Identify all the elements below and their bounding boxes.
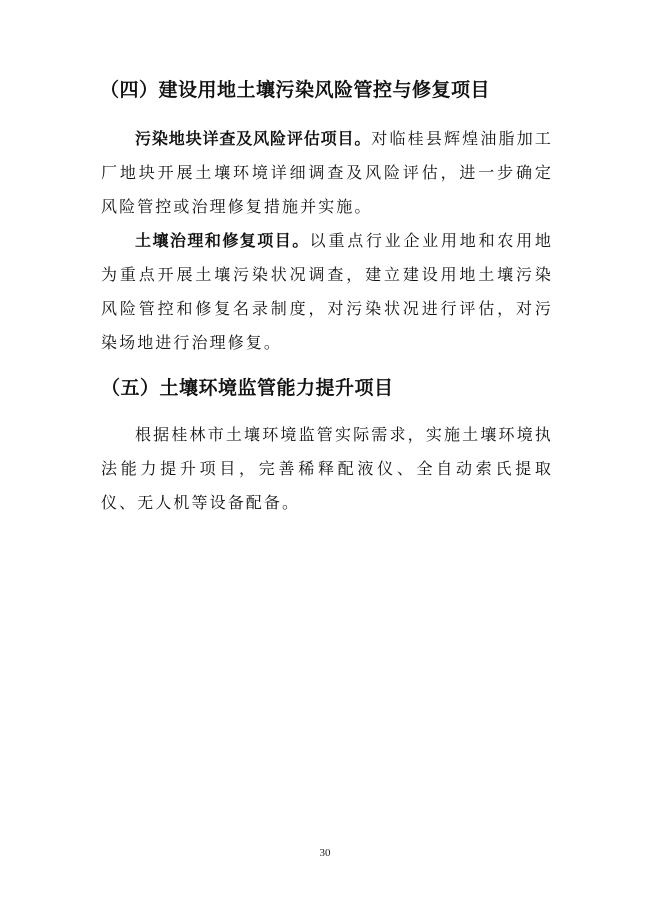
paragraph-soil-survey	[101, 122, 553, 224]
page-number: 30	[319, 847, 331, 859]
paragraph-monitoring-capacity: 根据桂林市土壤环境监管实际需求，实施土壤环境执法能力提升项目，完善稀释配液仪、全自动索氏提取仪、无人机等设备配备。	[101, 425, 553, 512]
paragraph-text-soil-remediation: 以重点行业企业用地和农用地为重点开展土壤污染状况调查，建立建设用地土壤污染风险管控和修复名录制度，对污染状况进行评估，对污染场地进行治理修复。	[101, 231, 553, 352]
paragraph-text-soil-survey: 对临桂县辉煌油脂加工厂地块开展土壤环境详细调查及风险评估，进一步确定风险管控或治理修复措施并实施。	[101, 129, 553, 216]
paragraph-lead-soil-remediation: 土壤治理和修复项目。	[135, 231, 310, 250]
paragraph-lead-soil-survey: 污染地块详查及风险评估项目。	[135, 129, 372, 148]
page-content	[101, 76, 553, 520]
section-heading-4: （四）建设用地土壤污染风险管控与修复项目	[100, 79, 491, 101]
paragraph-soil-remediation	[101, 224, 553, 360]
section-heading-5: （五）土壤环境监管能力提升项目	[101, 377, 394, 399]
